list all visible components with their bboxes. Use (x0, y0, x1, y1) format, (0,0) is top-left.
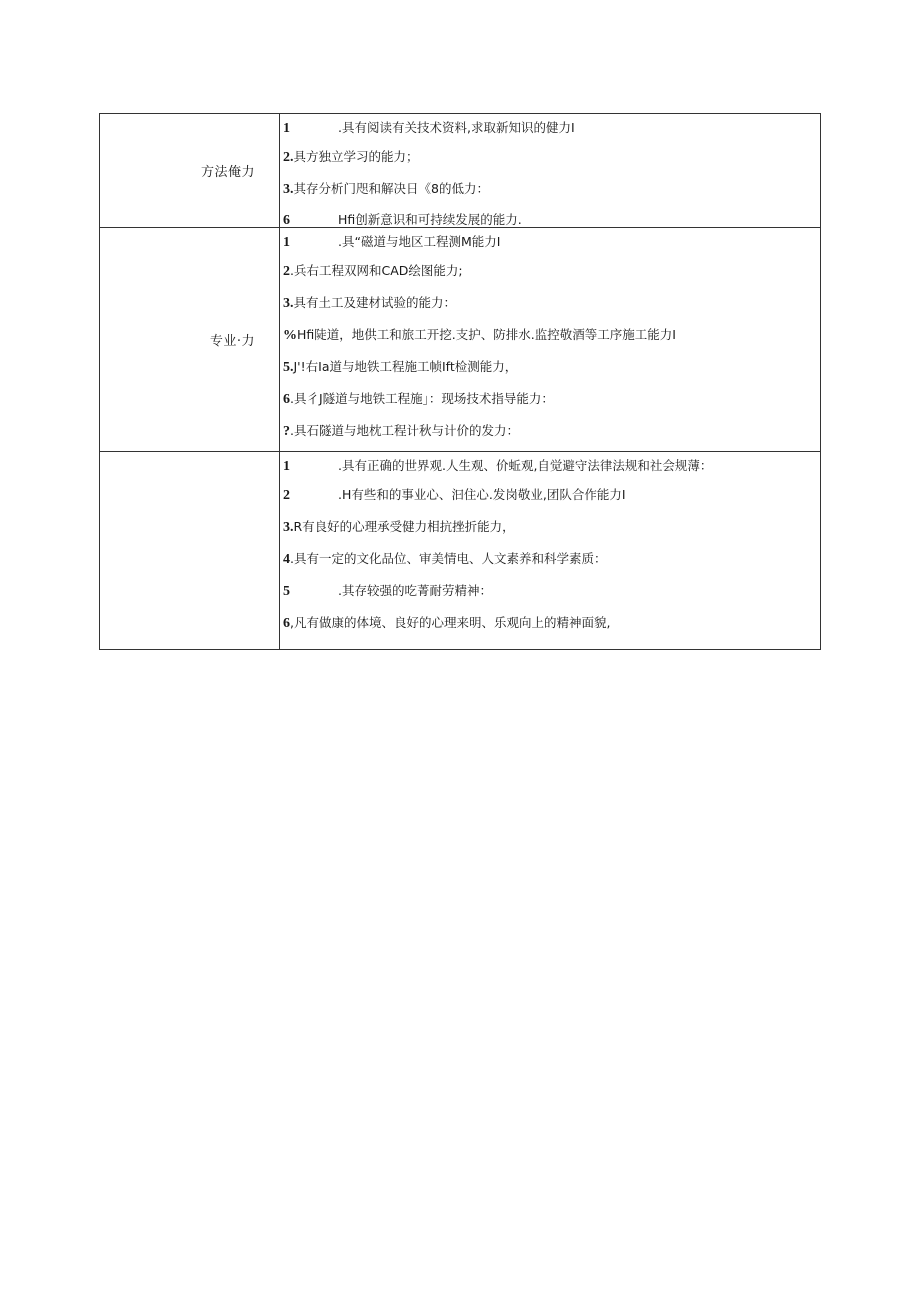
row-label: 方法俺力 (100, 114, 280, 228)
list-item: 5.J'!右Ia道与地铁工程施工帧Ift检测能力， (283, 359, 518, 375)
row-items (280, 452, 821, 650)
table-row-quality (100, 452, 821, 650)
list-item: 6,凡有做康的体境、良好的心理来明、乐观向上的精神面貌, (283, 615, 611, 631)
list-item: 3.具有土工及建材试验的能力： (283, 295, 457, 311)
list-item: 2.具方独立学习的能力； (283, 149, 419, 165)
ability-table (99, 113, 821, 650)
list-item (283, 639, 820, 649)
list-item: 1 .具“磁道与地区工程测M能力I (283, 234, 501, 250)
list-item: 2.兵右工程双网和CAD绘图能力; (283, 263, 463, 279)
list-item: 1 .具有正确的世界观.人生观、价蚯观,自觉避守法律法规和社会规薄： (283, 458, 713, 474)
table-row-professional-ability (100, 228, 821, 452)
list-item: ?.具石隧道与地枕工程计秋与计价的发力： (283, 423, 519, 439)
list-item: 1 .具有阅读有关技术资料,求取新知识的健力I (283, 120, 575, 136)
row-items (280, 228, 821, 452)
list-item: %Hfi陡道，地供工和旅工开挖.支护、防排水.监控敬酒等工序施工能力I (283, 327, 676, 343)
row-label (100, 452, 280, 650)
list-item: 6 Hfi创新意识和可持续发展的能力. (283, 212, 522, 227)
table-body (100, 114, 821, 650)
row-items (280, 114, 821, 228)
list-item: 5 .其存较强的吃菁耐劳精神： (283, 583, 492, 599)
list-item: 2 .H有些和的事业心、汩住心.发岗敬业,团队合作能力I (283, 487, 626, 503)
table-row-method-ability (100, 114, 821, 228)
row-label: 专业·力 (100, 228, 280, 452)
list-item: 4.具有一定的文化品位、审美情电、人文素养和科学素质： (283, 551, 607, 567)
list-item: 6.具彳J隧道与地铁工程施」：现场技术指导能力： (283, 391, 554, 407)
list-item: 3.其存分析门咫和解决日《8的低力： (283, 181, 489, 197)
list-item: 3.R有良好的心理承受健力相抗挫折能力， (283, 519, 515, 535)
